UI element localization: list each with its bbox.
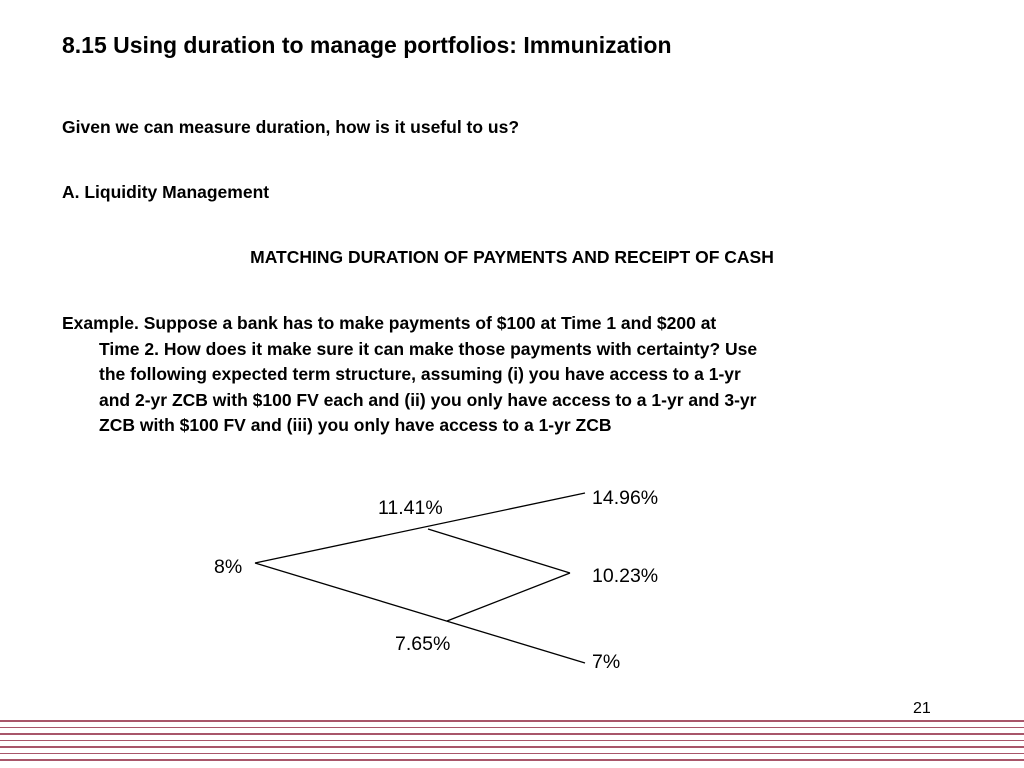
example-line: ZCB with $100 FV and (iii) you only have access to a 1-yr ZCB xyxy=(99,415,612,435)
centered-heading: MATCHING DURATION OF PAYMENTS AND RECEIPT OF CASH xyxy=(250,247,774,267)
tree-node-root: 8% xyxy=(214,556,243,578)
rule-line xyxy=(0,720,1024,722)
rule-line xyxy=(0,740,1024,742)
footer-rules xyxy=(0,720,1024,768)
section-heading: A. Liquidity Management xyxy=(62,182,270,202)
page-number: 21 xyxy=(913,700,931,717)
rule-line xyxy=(0,759,1024,761)
example-line: Time 2. How does it make sure it can make those payments with certainty? Use xyxy=(99,338,758,359)
branch-down-middle xyxy=(447,573,570,621)
question-text: Given we can measure duration, how is it useful to us? xyxy=(62,117,520,137)
example-line: Example. Suppose a bank has to make payments of $100 at Time 1 and $200 at xyxy=(62,313,717,333)
tree-node-down: 7.65% xyxy=(395,633,451,655)
rule-line xyxy=(0,727,1024,729)
rule-line xyxy=(0,733,1024,735)
tree-node-up: 11.41% xyxy=(378,497,443,519)
tree-node-middle: 10.23% xyxy=(592,565,659,587)
example-line: and 2-yr ZCB with $100 FV each and (ii) you only have access to a 1-yr and 3-yr xyxy=(99,389,757,410)
example-line: the following expected term structure, assuming (i) you have access to a 1-yr xyxy=(99,364,741,384)
slide-title: 8.15 Using duration to manage portfolios: Immunization xyxy=(62,32,672,58)
rule-line xyxy=(0,753,1024,755)
branch-up-middle xyxy=(428,529,570,573)
tree-node-down-down: 7% xyxy=(592,651,621,673)
rule-line xyxy=(0,746,1024,748)
tree-node-up-up: 14.96% xyxy=(592,487,659,509)
